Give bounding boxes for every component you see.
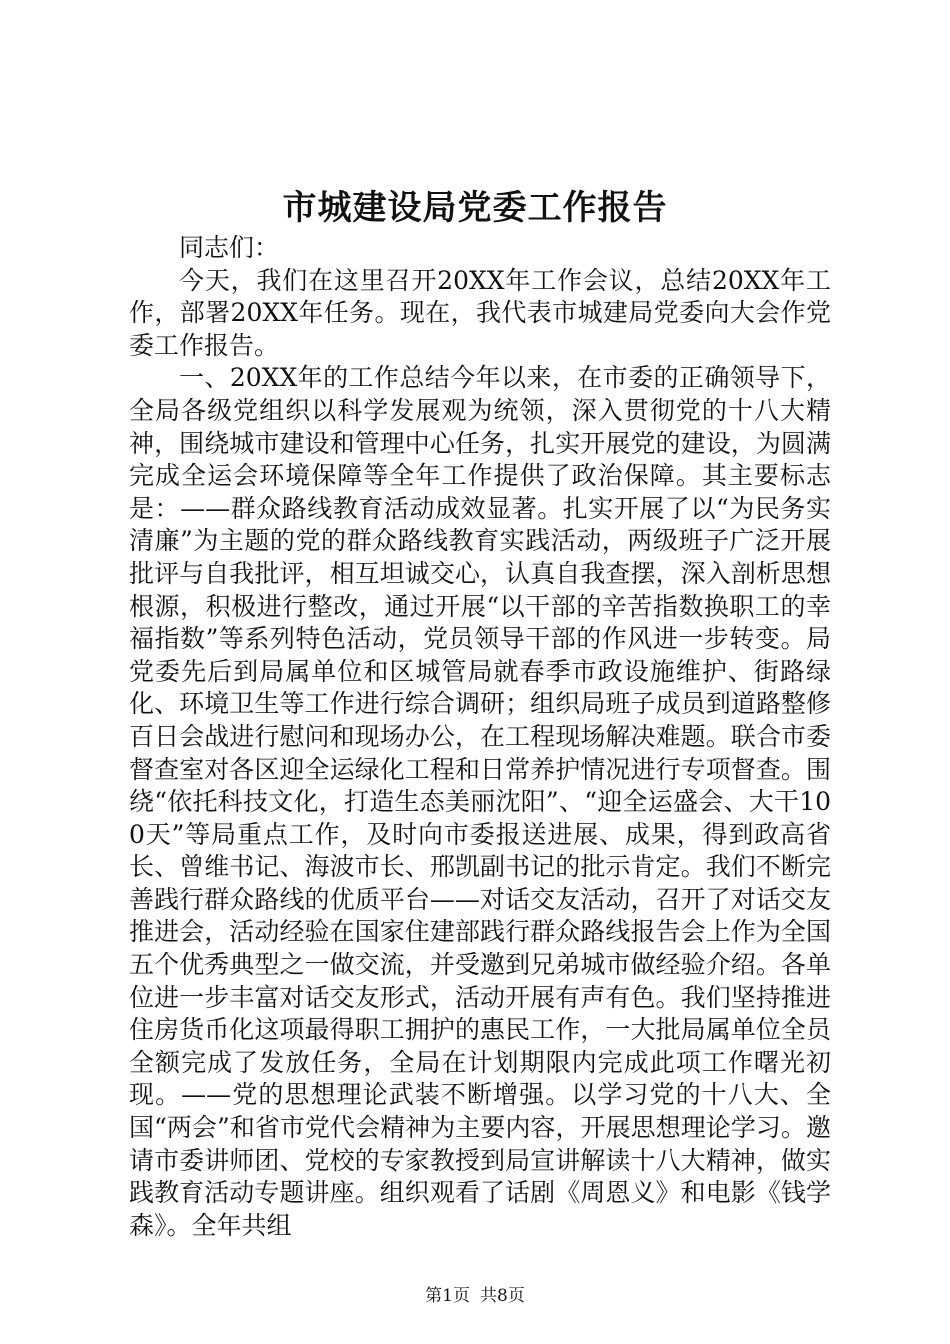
- intro-paragraph: 今天，我们在这里召开20XX年工作会议，总结20XX年工作，部署20XX年任务。现在，我代表市城建局党委向大会作党委工作报告。: [129, 265, 831, 360]
- page-footer: [0, 1284, 950, 1308]
- document-body: [129, 232, 831, 1242]
- page-total: 共8页: [480, 1286, 525, 1306]
- salutation-paragraph: 同志们：: [179, 233, 280, 262]
- summary-paragraph: 一、20XX年的工作总结今年以来，在市委的正确领导下，全局各级党组织以科学发展观为统领，深入贯彻党的十八大精神，围绕城市建设和管理中心任务，扎实开展党的建设，为圆满完成全运会环境保障等全年工作提供了政治保障。其主要标志是：——群众路线教育活动成效显著。扎实开展了以“为民务实清廉”为主题的党的群众路线教育实践活动，两级班子广泛开展批评与自我批评，相互坦诚交心，认真自我查摆，深入剖析思想根源，积极进行整改，通过开展“以干部的辛苦指数换职工的幸福指数”等系列特色活动，党员领导干部的作风进一步转变。局党委先后到局属单位和区城管局就春季市政设施维护、街路绿化、环境卫生等工作进行综合调研；组织局班子成员到道路整修百日会战进行慰问和现场办公，在工程现场解决难题。联合市委督查室对各区迎全运绿化工程和日常养护情况进行专项督查。围绕“依托科技文化，打造生态美丽沈阳”、“迎全运盛会、大干100天”等局重点工作，及时向市委报送进展、成果，得到政高省长、曾维书记、海波市长、邢凯副书记的批示肯定。我们不断完善践行群众路线的优质平台——对话交友活动，召开了对话交友推进会，活动经验在国家住建部践行群众路线报告会上作为全国五个优秀典型之一做交流，并受邀到兄弟城市做经验介绍。各单位进一步丰富对话交友形式，活动开展有声有色。我们坚持推进住房货币化这项最得职工拥护的惠民工作，一大批局属单位全员全额完成了发放任务，全局在计划期限内完成此项工作曙光初现。——党的思想理论武装不断增强。以学习党的十八大、全国“两会”和省市党代会精神为主要内容，开展思想理论学习。邀请市委讲师团、党校的专家教授到局宣讲解读十八大精神，做实践教育活动专题讲座。组织观看了话剧《周恩义》和电影《钱学森》。全年共组: [129, 363, 831, 1240]
- page-number: 第1页: [425, 1286, 470, 1306]
- document-title: 市城建设局党委工作报告: [282, 188, 668, 228]
